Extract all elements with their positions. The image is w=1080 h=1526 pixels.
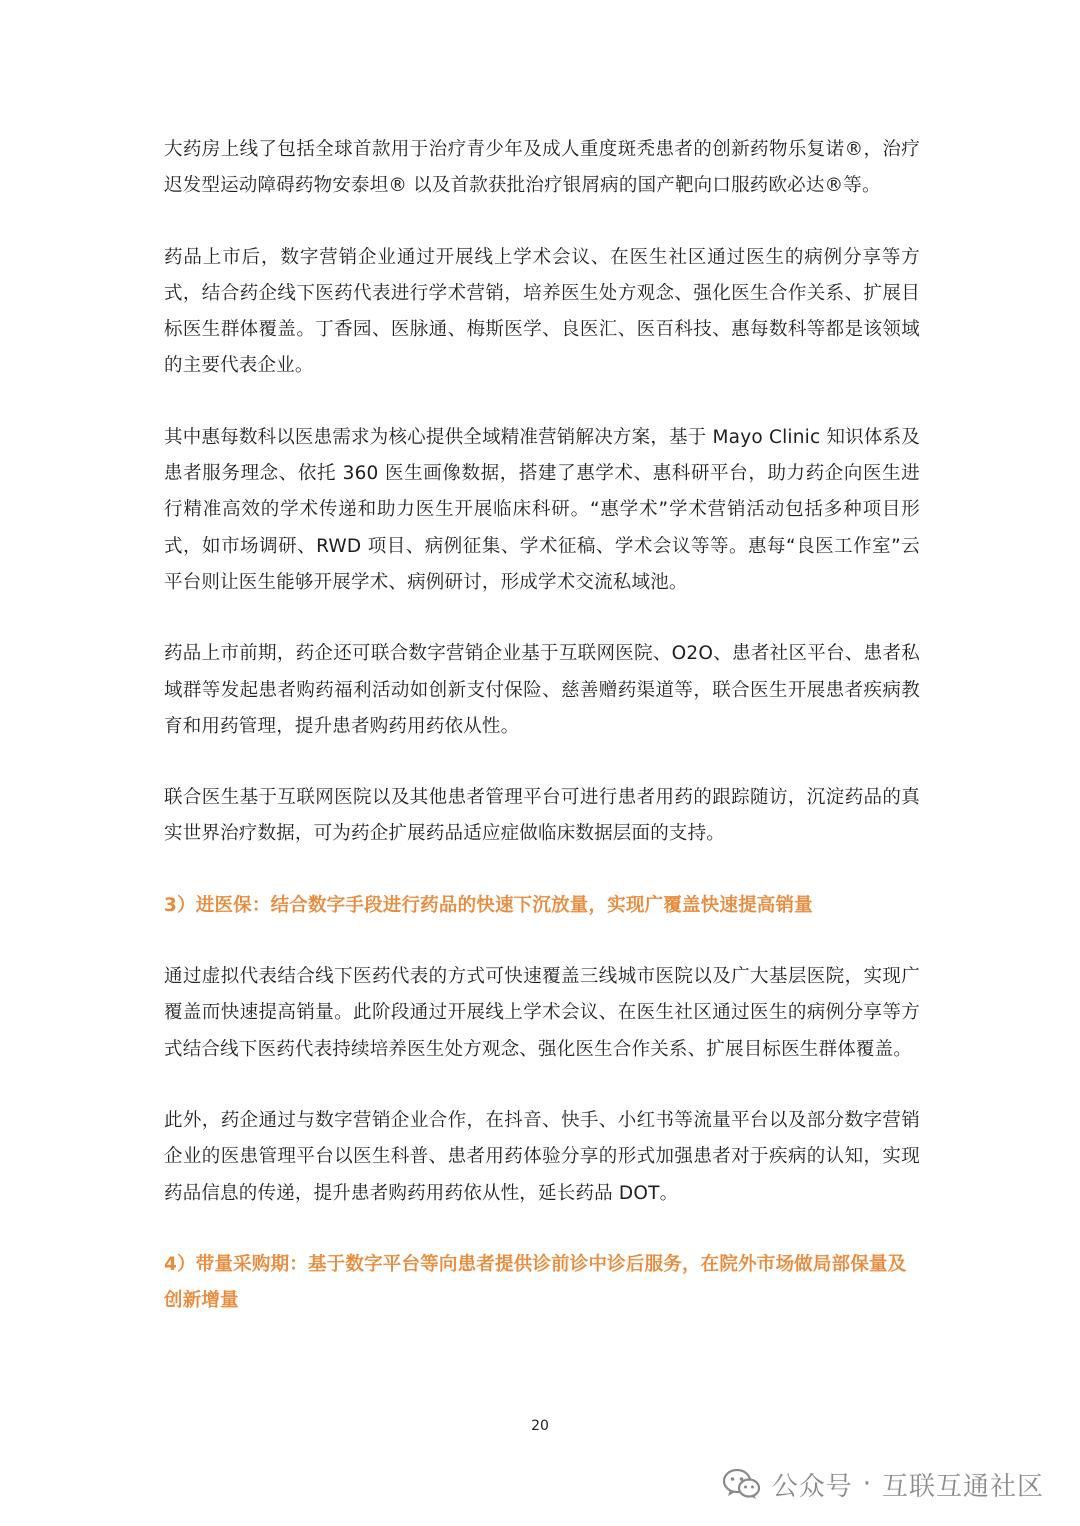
paragraph: 药品上市前期，药企还可联合数字营销企业基于互联网医院、O2O、患者社区平台、患者私域群等发起患者购药福利活动如创新支付保险、慈善赠药渠道等，联合医生开展患者疾病教育和用药管理，提升患者购药用药依从性。 (164, 643, 920, 737)
watermark-separator: · (862, 1469, 872, 1499)
paragraph: 药品上市后，数字营销企业通过开展线上学术会议、在医生社区通过医生的病例分享等方式，结合药企线下医药代表进行学术营销，培养医生处方观念、强化医生合作关系、扩展目标医生群体覆盖。丁香园、医脉通、梅斯医学、良医汇、医百科技、惠每数科等都是该领域的主要代表企业。 (164, 246, 920, 377)
paragraph: 联合医生基于互联网医院以及其他患者管理平台可进行患者用药的跟踪随访，沉淀药品的真实世界治疗数据，可为药企扩展药品适应症做临床数据层面的支持。 (164, 787, 920, 845)
paragraph: 通过虚拟代表结合线下医药代表的方式可快速覆盖三线城市医院以及广大基层医院，实现广覆盖而快速提高销量。此阶段通过开展线上学术会议、在医生社区通过医生的病例分享等方式结合线下医药代表持续培养医生处方观念、强化医生合作关系、扩展目标医生群体覆盖。 (164, 966, 920, 1060)
wechat-watermark (722, 1462, 1044, 1506)
page-number: 20 (531, 1418, 549, 1434)
paragraph: 此外，药企通过与数字营销企业合作，在抖音、快手、小红书等流量平台以及部分数字营销企业的医患管理平台以医生科普、患者用药体验分享的形式加强患者对于疾病的认知，实现药品信息的传递，提升患者购药用药依从性，延长药品 DOT。 (164, 1109, 920, 1204)
wechat-icon (722, 1467, 762, 1501)
watermark-account: 互联互通社区 (881, 1471, 1044, 1502)
paragraph: 大药房上线了包括全球首款用于治疗青少年及成人重度斑秃患者的创新药物乐复诺®，治疗迟发型运动障碍药物安泰坦® 以及首款获批治疗银屑病的国产靶向口服药欧必达®等。 (164, 139, 920, 197)
watermark-label: 公众号 (771, 1471, 853, 1502)
section-heading-3: 3）进医保：结合数字手段进行药品的快速下沉放量，实现广覆盖快速提高销量 (164, 894, 813, 916)
document-body (164, 132, 920, 1354)
section-heading-4: 4）带量采购期：基于数字平台等向患者提供诊前诊中诊后服务，在院外市场做局部保量及创新增量 (164, 1253, 907, 1312)
paragraph: 其中惠每数科以医患需求为核心提供全域精准营销解决方案，基于 Mayo Clinic 知识体系及患者服务理念、依托 360 医生画像数据，搭建了惠学术、惠科研平台，助力药企向医生进行精准高效的学术传递和助力医生开展临床科研。“惠学术”学术营销活动包括多种项目形式，如市场调研、RWD 项目、病例征集、学术征稿、学术会议等等。惠每“良医工作室”云平台则让医生能够开展学术、病例研讨，形成学术交流私域池。 (164, 426, 920, 593)
